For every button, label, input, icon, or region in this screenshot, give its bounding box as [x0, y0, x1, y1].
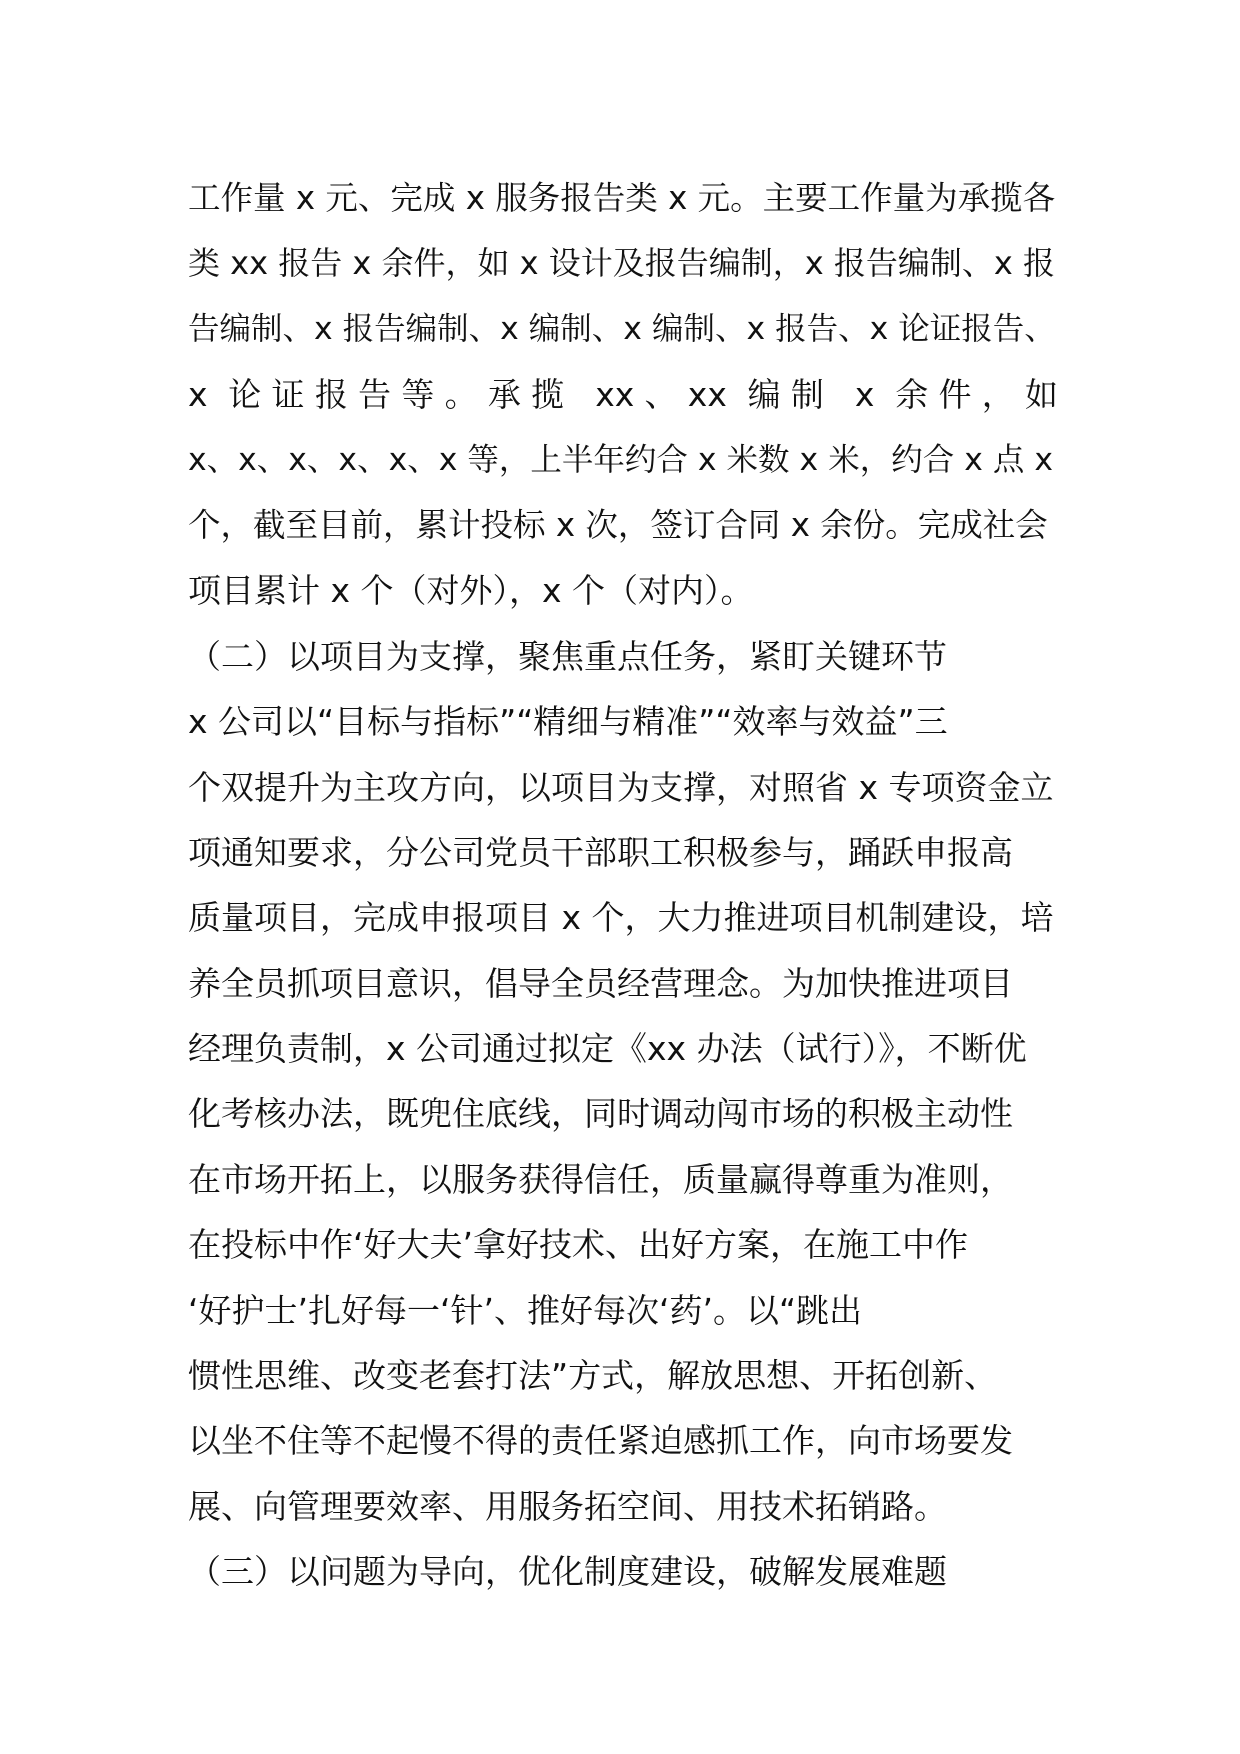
paragraph-line: 告编制、x 报告编制、x 编制、x 编制、x 报告、x 论证报告、 — [188, 310, 1056, 347]
paragraph-line: 展、向管理要效率、用服务拓空间、用技术拓销路。 — [188, 1486, 947, 1526]
paragraph-line: 化考核办法，既兜住底线，同时调动闯市场的积极主动性 — [188, 1094, 1013, 1134]
paragraph-line: 以坐不住等不起慢不得的责任紧迫感抓工作，向市场要发 — [188, 1421, 1013, 1461]
paragraph-line: x 公司以“目标与指标”“精细与精准”“效率与效益”三 — [188, 702, 948, 742]
paragraph-line: x、x、x、x、x、x 等，上半年约合 x 米数 x 米，约合 x 点 x — [188, 441, 1054, 478]
paragraph-line: 项目累计 x 个（对外），x 个（对内）。 — [188, 571, 754, 611]
section-heading-3: （三）以问题为导向，优化制度建设，破解发展难题 — [188, 1552, 947, 1592]
paragraph-line: 惯性思维、改变老套打法”方式，解放思想、开拓创新、 — [188, 1356, 998, 1396]
section-heading-2: （二）以项目为支撑，聚焦重点任务，紧盯关键环节 — [188, 636, 947, 676]
paragraph-line: x 论证报告等。承揽 xx、xx 编制 x 余件，如 — [188, 375, 1058, 415]
paragraph-line: 经理负责制，x 公司通过拟定《xx 办法（试行）》，不断优 — [188, 1029, 1027, 1069]
paragraph-line: 质量项目，完成申报项目 x 个，大力推进项目机制建设，培 — [188, 898, 1054, 938]
paragraph-line: 养全员抓项目意识，倡导全员经营理念。为加快推进项目 — [188, 963, 1013, 1003]
paragraph-line: 项通知要求，分公司党员干部职工积极参与，踊跃申报高 — [188, 832, 1013, 872]
paragraph-line: 个双提升为主攻方向，以项目为支撑，对照省 x 专项资金立 — [188, 767, 1054, 807]
paragraph-line: ‘好护士’扎好每一‘针’、推好每次‘药’。以“跳出 — [188, 1290, 863, 1330]
paragraph-line: 类 xx 报告 x 余件，如 x 设计及报告编制，x 报告编制、x 报 — [188, 244, 1056, 283]
paragraph-line: 工作量 x 元、完成 x 服务报告类 x 元。主要工作量为承揽各 — [188, 179, 1056, 217]
paragraph-line: 个，截至目前，累计投标 x 次，签订合同 x 余份。完成社会 — [188, 505, 1048, 544]
paragraph-line: 在市场开拓上，以服务获得信任，质量赢得尊重为准则， — [188, 1159, 1013, 1199]
paragraph-line: 在投标中作‘好大夫’拿好技术、出好方案，在施工中作 — [188, 1225, 968, 1265]
document-body — [188, 166, 1058, 1605]
